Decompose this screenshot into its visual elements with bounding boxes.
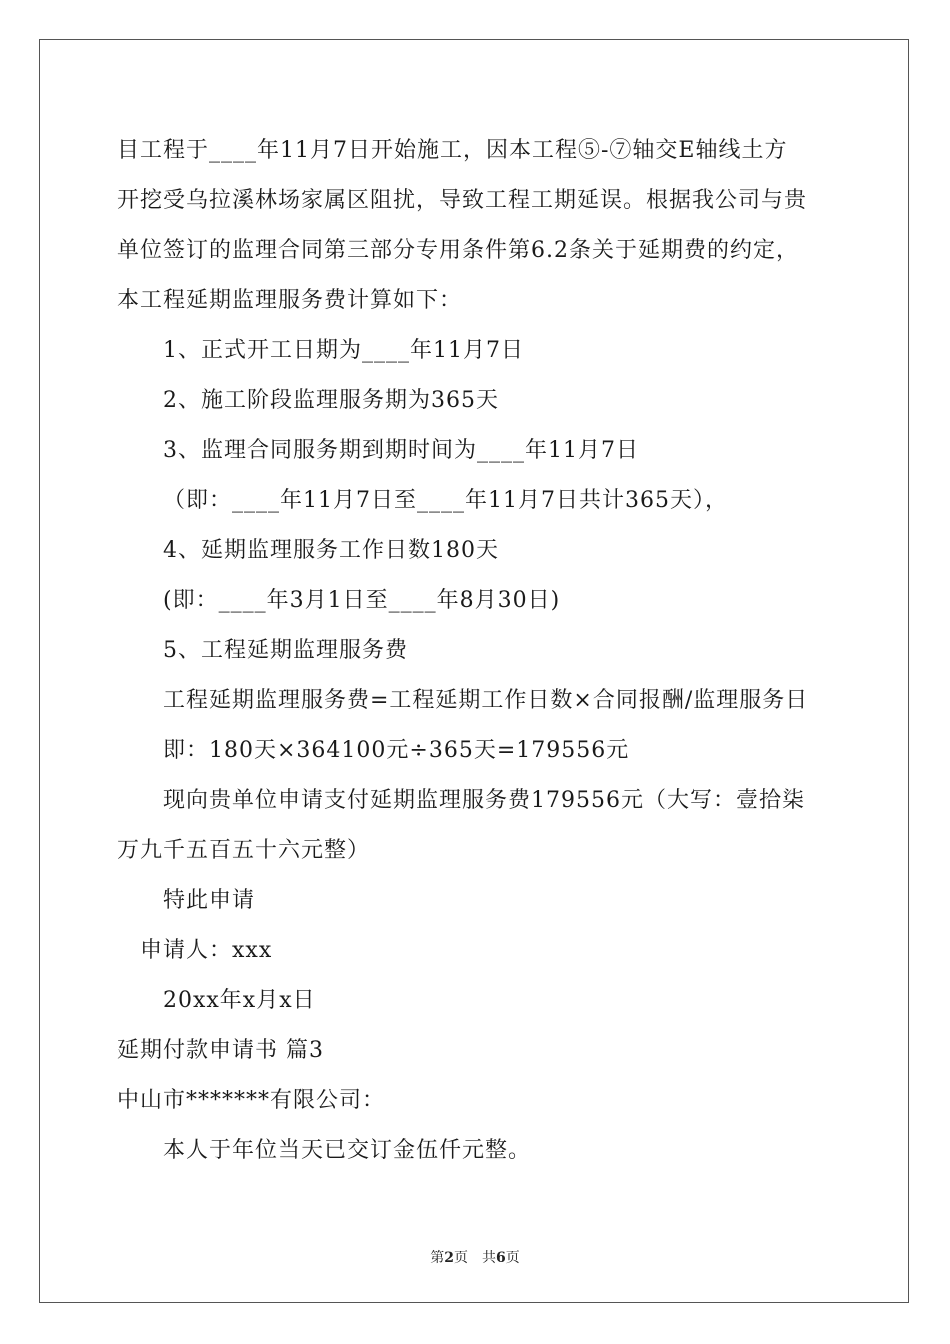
page-number-current: 2 [444, 1250, 454, 1266]
list-item-extension-fee: 5、工程延期监理服务费 [163, 638, 408, 663]
list-item-service-period: 2、施工阶段监理服务期为365天 [163, 388, 499, 413]
paragraph-line: 本人于年位当天已交订金伍仟元整。 [163, 1138, 532, 1163]
list-item-contract-expiry: 3、监理合同服务期到期时间为____年11月7日 [163, 438, 639, 463]
page-footer [0, 1248, 950, 1268]
paragraph-line: 目工程于____年11月7日开始施工，因本工程⑤-⑦轴交E轴线土方 [117, 138, 788, 163]
paragraph-line: 现向贵单位申请支付延期监理服务费179556元（大写：壹拾柒 [163, 788, 805, 813]
page-prefix: 第 [430, 1250, 445, 1266]
list-item-start-date: 1、正式开工日期为____年11月7日 [163, 338, 524, 363]
list-item-extension-days: 4、延期监理服务工作日数180天 [163, 538, 499, 563]
formula-line: 工程延期监理服务费=工程延期工作日数×合同报酬/监理服务日 [163, 688, 809, 713]
page-number-total: 6 [496, 1250, 506, 1266]
paragraph-line: 开挖受乌拉溪林场家属区阻扰，导致工程工期延误。根据我公司与贵 [117, 188, 808, 213]
paragraph-line: 本工程延期监理服务费计算如下： [117, 288, 463, 313]
page-suffix: 页 [454, 1250, 468, 1266]
closing-line: 特此申请 [163, 888, 256, 913]
date-line: 20xx年x月x日 [163, 988, 316, 1013]
section-heading: 延期付款申请书 篇3 [117, 1038, 324, 1063]
paragraph-line: 单位签订的监理合同第三部分专用条件第6.2条关于延期费的约定， [117, 238, 799, 263]
applicant-line: 申请人：xxx [140, 938, 273, 963]
paragraph-line: 万九千五百五十六元整） [117, 838, 371, 863]
addressee-line: 中山市*******有限公司： [117, 1088, 386, 1113]
calculation-line: 即：180天×364100元÷365天=179556元 [163, 738, 630, 763]
total-suffix: 页 [505, 1250, 520, 1266]
total-prefix: 共 [482, 1250, 496, 1266]
note-line: （即：____年11月7日至____年11月7日共计365天）， [163, 488, 728, 513]
note-line: (即：____年3月1日至____年8月30日) [163, 588, 561, 613]
